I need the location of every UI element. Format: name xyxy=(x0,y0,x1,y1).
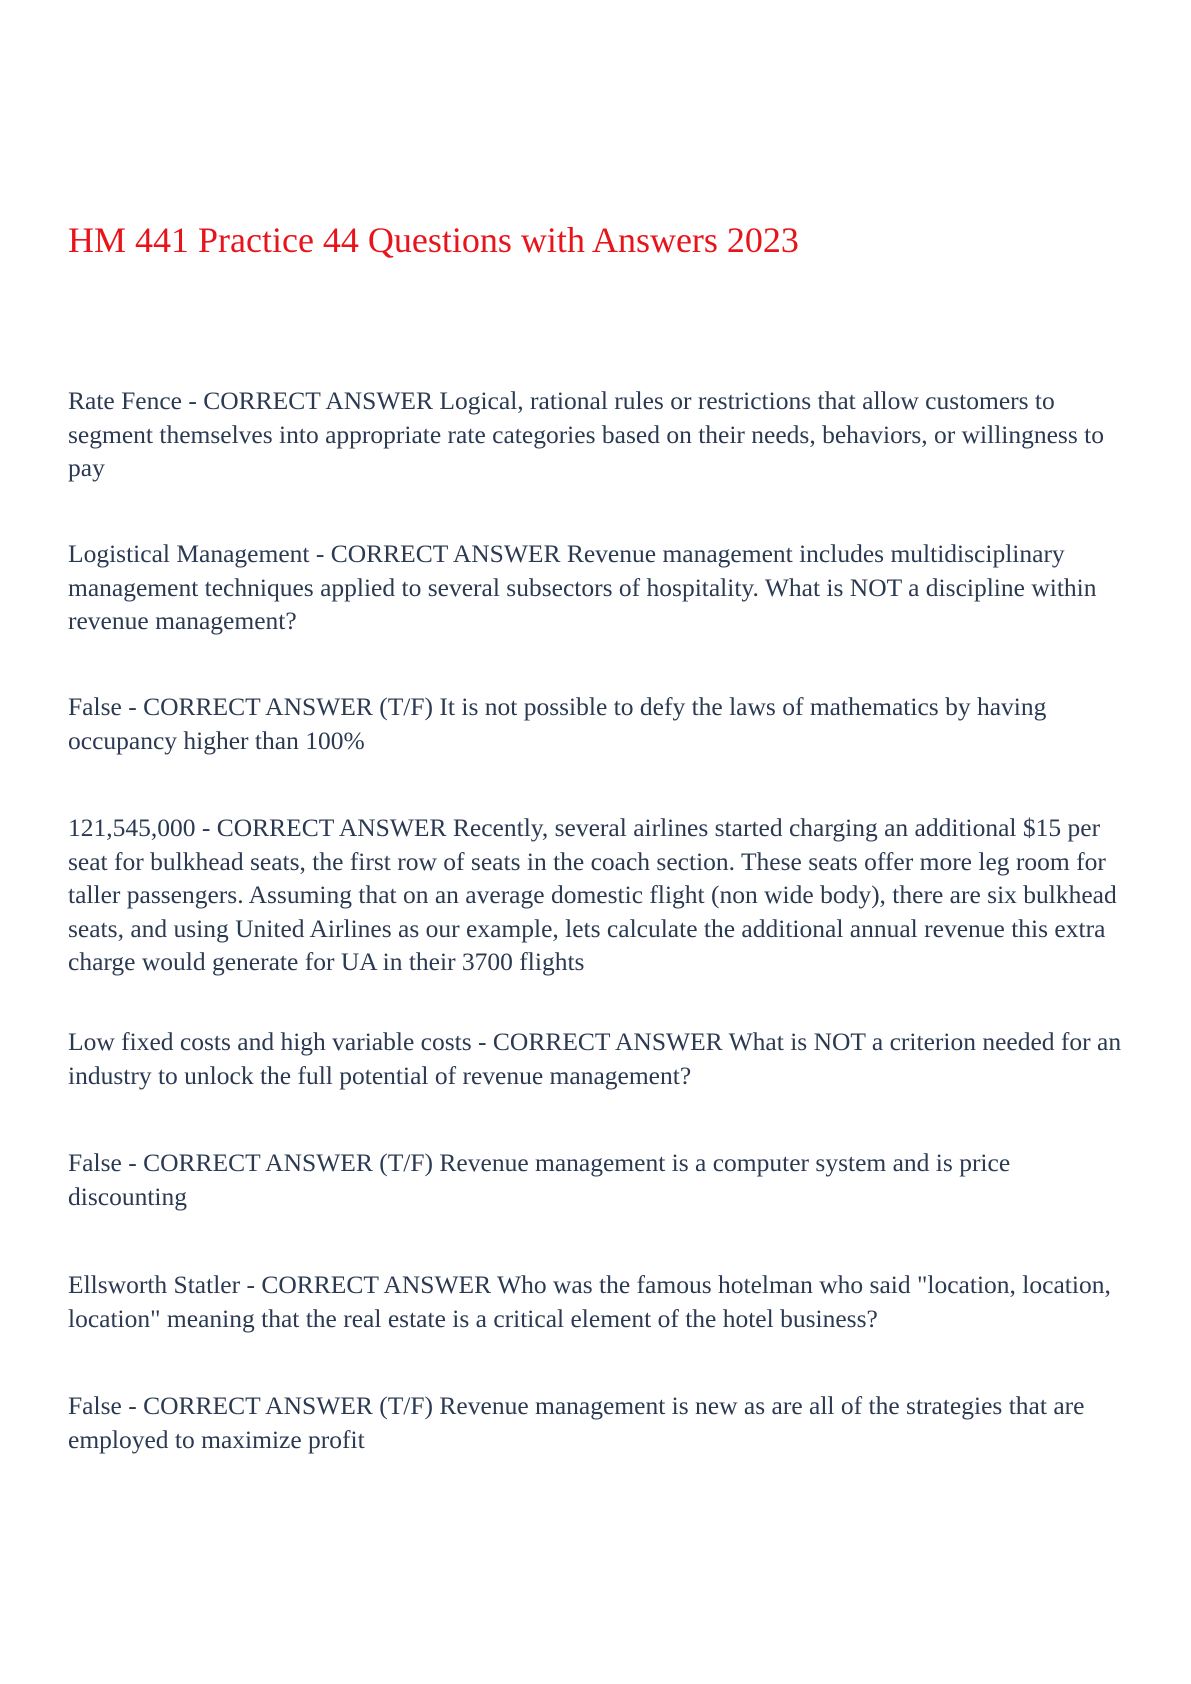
qa-separator: - CORRECT ANSWER xyxy=(121,1148,380,1177)
qa-answer: False xyxy=(68,692,122,721)
qa-item xyxy=(68,1146,1133,1213)
qa-question: Revenue management includes multidisciplinary management techniques applied to several subsectors of hospitality. What is NOT a discipline within revenue management? xyxy=(68,539,1097,635)
qa-item xyxy=(68,537,1133,638)
qa-question: Logical, rational rules or restrictions that allow customers to segment themselves into appropriate rate categories based on their needs, behaviors, or willingness to pay xyxy=(68,386,1104,482)
qa-item xyxy=(68,1025,1133,1092)
qa-question: Recently, several airlines started charging an additional $15 per seat for bulkhead seats, the first row of seats in the coach section. These seats offer more leg room for taller passengers. Assuming that on an average domestic flight (non wide body), there are six bulkhead seats, and using United Airlines as our example, lets calculate the additional annual revenue this extra charge would generate for UA in their 3700 flights xyxy=(68,813,1117,976)
qa-answer: False xyxy=(68,1391,122,1420)
qa-separator: - CORRECT ANSWER xyxy=(182,386,440,415)
qa-answer: 121,545,000 xyxy=(68,813,196,842)
qa-answer: Rate Fence xyxy=(68,386,182,415)
qa-answer: False xyxy=(68,1148,122,1177)
qa-separator: - CORRECT ANSWER xyxy=(240,1270,498,1299)
qa-item xyxy=(68,811,1133,979)
document-title: HM 441 Practice 44 Questions with Answers 2023 xyxy=(68,220,799,260)
qa-question: What is NOT a criterion needed for an industry to unlock the full potential of revenue management? xyxy=(68,1027,1122,1090)
qa-item xyxy=(68,1389,1133,1456)
qa-question: (T/F) Revenue management is new as are all of the strategies that are employed to maximize profit xyxy=(68,1391,1085,1454)
qa-answer: Low fixed costs and high variable costs xyxy=(68,1027,472,1056)
qa-separator: - CORRECT ANSWER xyxy=(195,813,453,842)
qa-question: (T/F) Revenue management is a computer system and is price discounting xyxy=(68,1148,1011,1211)
qa-separator: - CORRECT ANSWER xyxy=(309,539,567,568)
qa-question: (T/F) It is not possible to defy the laws of mathematics by having occupancy higher than 100% xyxy=(68,692,1047,755)
qa-item xyxy=(68,690,1133,757)
qa-separator: - CORRECT ANSWER xyxy=(471,1027,729,1056)
qa-answer: Ellsworth Statler xyxy=(68,1270,241,1299)
qa-item xyxy=(68,384,1133,485)
qa-answer: Logistical Management xyxy=(68,539,310,568)
qa-item xyxy=(68,1268,1133,1335)
qa-separator: - CORRECT ANSWER xyxy=(121,1391,380,1420)
qa-separator: - CORRECT ANSWER xyxy=(121,692,380,721)
qa-question: Who was the famous hotelman who said "location, location, location" meaning that the real estate is a critical element of the hotel business? xyxy=(68,1270,1111,1333)
